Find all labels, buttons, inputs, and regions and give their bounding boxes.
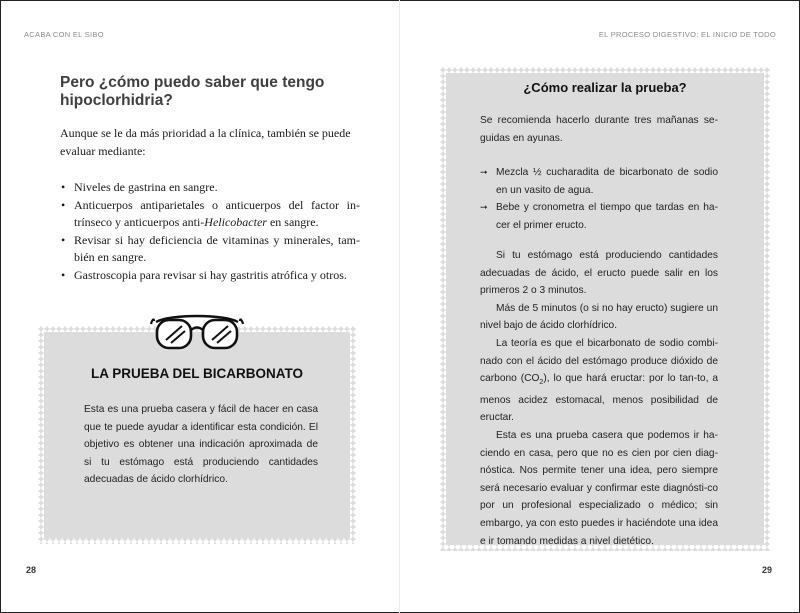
italic-term: Helicobacter [204,215,267,229]
bullet-icon: • [61,232,66,247]
evaluation-list [60,179,360,284]
list-item: • Anticuerpos antiparietales o anticuerpos del factor in-trínseco y anticuerpos anti-Helicobacter en sangre. [61,197,360,229]
list-item: ➞ Bebe y cronometra el tiempo que tardas en ha-cer el primer eructo. [480,199,718,234]
heading-line-1: Pero ¿cómo puedo saber que tengo [60,74,325,91]
page-gutter [399,0,400,613]
bicarbonate-box-text: Esta es una prueba casera y fácil de hacer en casa que te puede ayudar a identificar esta condición. El objetivo es obtener una indicación aproximada de si tu estómago está produciendo cantidades adecuadas de ácido clorhídrico. [84,404,318,486]
glasses-icon [150,308,244,354]
subscript: 2 [539,379,544,387]
bullet-icon: • [61,197,66,212]
how-to-box-title: ¿Cómo realizar la prueba? [523,80,687,95]
page-number-right: 29 [761,565,772,575]
bullet-icon: • [61,267,66,282]
section-heading [60,74,360,110]
intro-paragraph: Aunque se le da más prioridad a la clínica, también se puede evaluar mediante: [60,126,351,158]
bicarbonate-box-title: LA PRUEBA DEL BICARBONATO [90,366,303,381]
arrow-right-icon: ➞ [480,167,488,177]
arrow-right-icon: ➞ [480,202,488,213]
heading-line-2: hipoclorhidria? [60,92,173,109]
running-head-right: EL PROCESO DIGESTIVO: EL INICIO DE TODO [598,30,776,39]
list-item: • Revisar si hay deficiencia de vitaminas y minerales, tam-bién en sangre. [61,232,360,264]
list-item: • Niveles de gastrina en sangre. [60,179,360,197]
list-item: ➞ Mezcla ½ cucharadita de bicarbonato de sodio en un vasito de agua. [480,164,718,199]
how-to-body [480,247,718,550]
paragraph: La teoría es que el bicarbonato de sodio combi-nado con el ácido del estómago produce dióxido de carbono $(CO_2)$, lo que hará eructar: por lo tan-to, a menos acidez estomacal, menos posibilidad de eructar. [480,337,718,424]
list-item: • Gastroscopia para revisar si hay gastritis atrófica y otros. [60,267,360,285]
bullet-icon: • [61,180,66,194]
steps-list [480,164,718,234]
how-to-intro: Se recomienda hacerlo durante tres mañanas se-guidas en ayunas. [480,115,718,144]
running-head-left: ACABA CON EL SIBO [24,30,104,39]
paragraph: Si tu estómago está produciendo cantidades adecuadas de ácido, el eructo puede salir en los primeros 2 o 3 minutos. [480,250,718,297]
paragraph: Esta es una prueba casera que podemos ir ha-ciendo en casa, pero que no es cien por cien diag-nóstica. Nos permite tener una idea, pero siempre será necesario evaluar y confirmar este diagnósti-co por un profesional especializado o médico; sin embargo, ya con esto puedes ir haciéndote una idea e ir tomando medidas a nivel dietético. [480,429,718,547]
paragraph: Más de 5 minutos (o si no hay eructo) sugiere un nivel bajo de ácido clorhídrico. [480,302,718,332]
page-number-left: 28 [26,565,37,575]
